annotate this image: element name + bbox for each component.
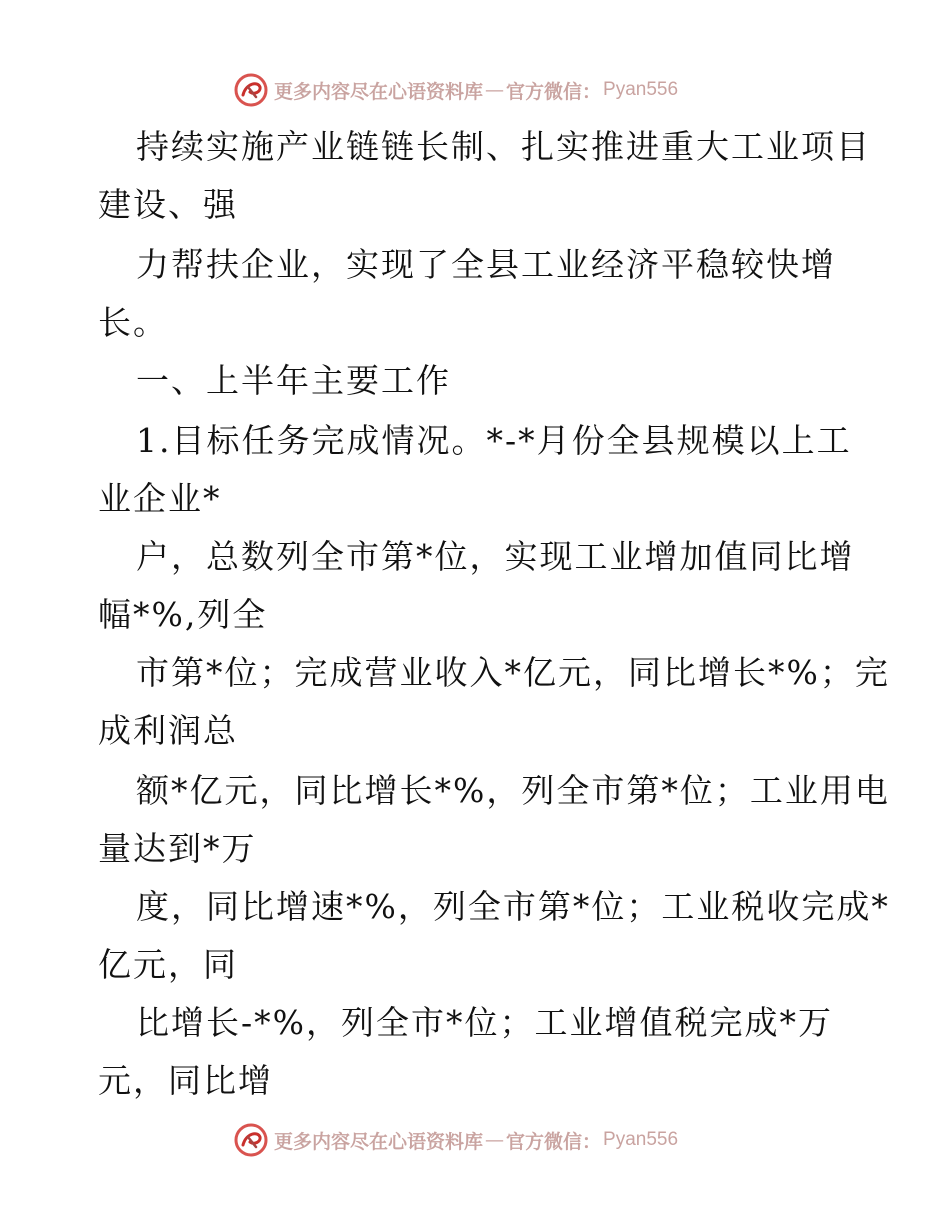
body-line: 额*亿元，同比增长*%，列全市第*位；工业用电 bbox=[136, 771, 890, 810]
body-line: 业企业* bbox=[98, 479, 222, 518]
header-watermark bbox=[234, 72, 678, 108]
watermark-id: Pyan556 bbox=[603, 79, 679, 100]
body-line: 户，总数列全市第*位，实现工业增加值同比增 bbox=[136, 537, 855, 576]
body-line: 力帮扶企业，实现了全县工业经济平稳较快增 bbox=[136, 245, 836, 284]
body-line: 市第*位；完成营业收入*亿元，同比增长*%；完 bbox=[136, 653, 890, 692]
watermark-text: 更多内容尽在心语资料库 bbox=[274, 80, 484, 103]
watermark-id: Pyan556 bbox=[603, 1129, 679, 1150]
watermark-dash: — bbox=[485, 1129, 505, 1151]
body-line: 元，同比增 bbox=[98, 1061, 273, 1100]
body-line: 亿元，同 bbox=[98, 945, 238, 984]
body-line: 持续实施产业链链长制、扎实推进重大工业项目 bbox=[136, 127, 871, 166]
watermark-label: 官方微信： bbox=[506, 80, 602, 103]
watermark-text: 更多内容尽在心语资料库 bbox=[274, 1130, 484, 1153]
body-line: 幅*%,列全 bbox=[98, 595, 268, 634]
section-heading: 一、上半年主要工作 bbox=[136, 361, 451, 400]
body-line: 成利润总 bbox=[98, 711, 238, 750]
body-line: 长。 bbox=[98, 303, 168, 342]
body-line: 1.目标任务完成情况。*-*月份全县规模以上工 bbox=[136, 421, 852, 460]
body-line: 度，同比增速*%，列全市第*位；工业税收完成* bbox=[136, 887, 890, 926]
watermark-label: 官方微信： bbox=[506, 1130, 602, 1153]
footer-watermark bbox=[234, 1122, 678, 1158]
body-line: 建设、强 bbox=[98, 185, 238, 224]
body-line: 比增长-*%，列全市*位；工业增值税完成*万 bbox=[136, 1003, 834, 1042]
body-line: 量达到*万 bbox=[98, 829, 257, 868]
red-swirl-logo-icon bbox=[234, 1123, 268, 1157]
red-swirl-logo-icon bbox=[234, 73, 268, 107]
watermark-dash: — bbox=[485, 79, 505, 101]
